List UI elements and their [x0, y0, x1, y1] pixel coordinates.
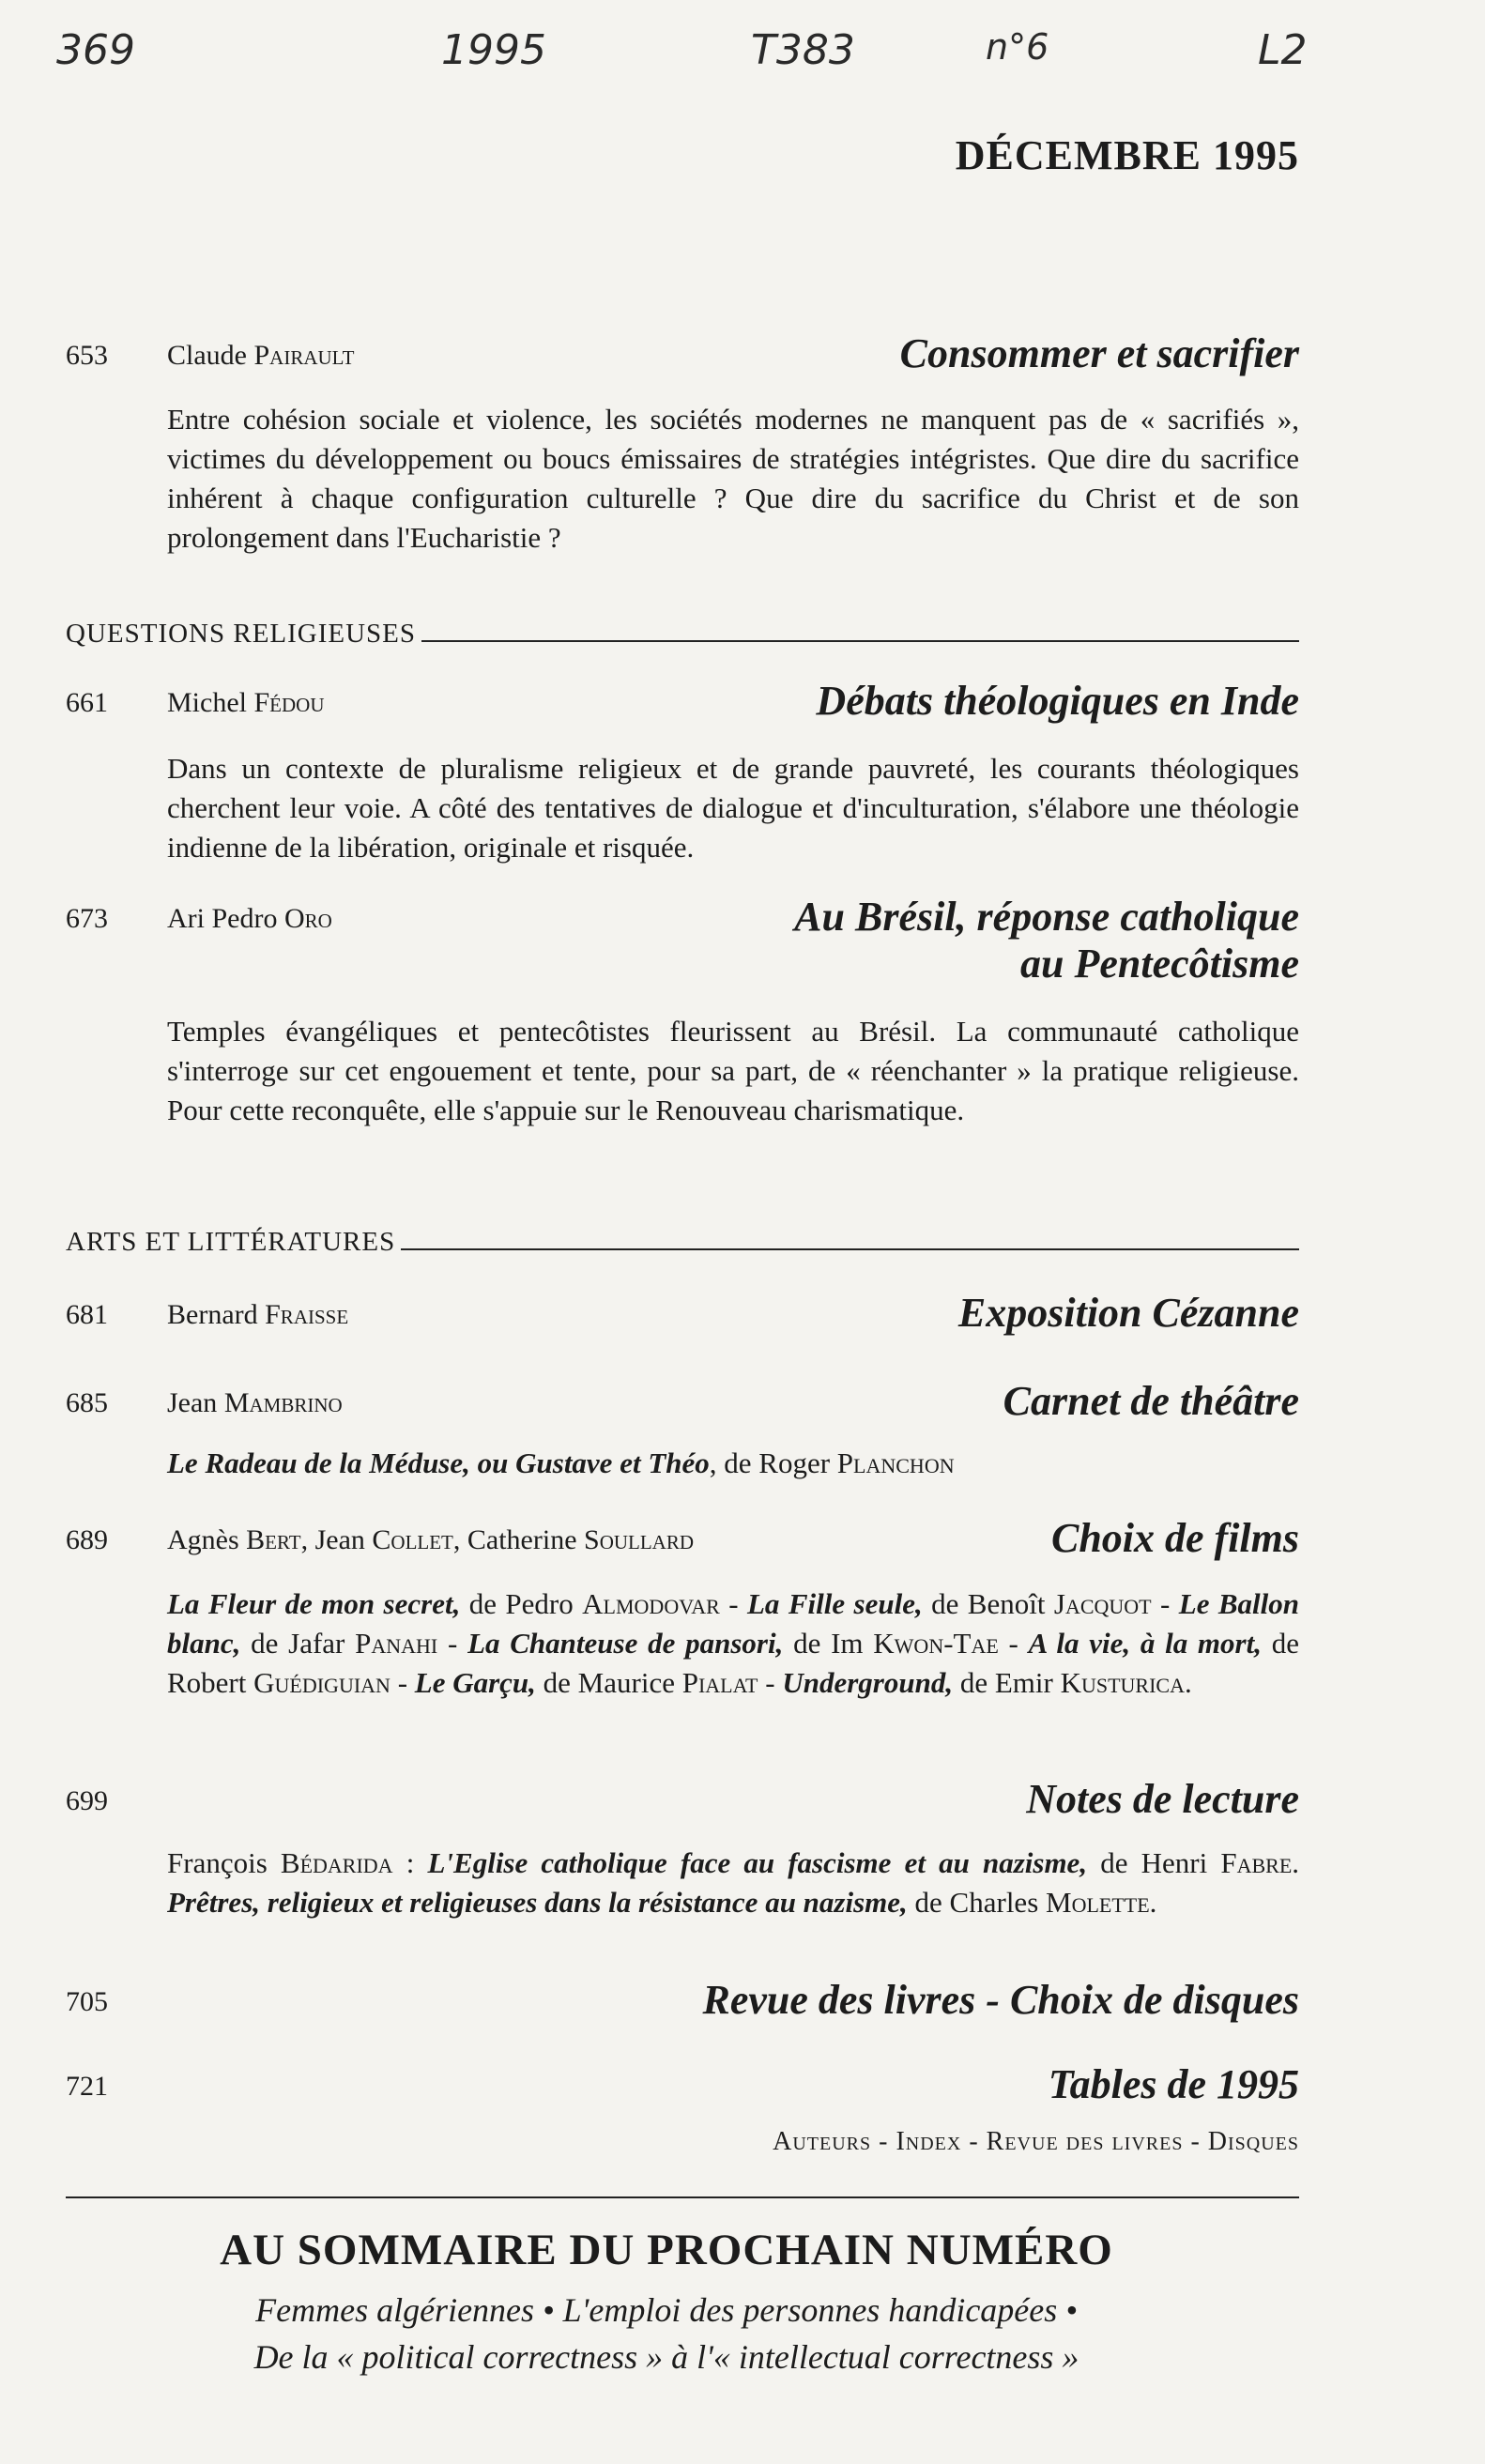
page-number: 689 [66, 1524, 108, 1555]
article-title: Choix de films [1050, 1515, 1299, 1561]
next-issue-line: De la « political correctness » à l'« intellectual correctness » [253, 2338, 1079, 2376]
article-title: Débats théologiques en Inde [816, 678, 1299, 724]
author: Claude Pairault [167, 340, 355, 371]
issue-date: DÉCEMBRE 1995 [955, 132, 1299, 178]
author: Jean Mambrino [167, 1387, 343, 1418]
article-title: Notes de lecture [1026, 1776, 1299, 1822]
article-summary: Entre cohésion sociale et violence, les sociétés modernes ne manquent pas de « sacrifiés », victimes du développement ou boucs émissaires de stratégies intégristes. Que dire du sacrifice inhérent à chaque configuration culturelle ? Que dire du sacrifice du Christ et de son prolongement dans l'Eucharistie ? [167, 403, 1299, 554]
film-item: Le Ballon blanc, de Jafar Panahi - [167, 1587, 1300, 1660]
section-heading: ARTS ET LITTÉRATURES [66, 1217, 1299, 1258]
author: Ari Pedro Oro [167, 903, 332, 934]
page-number: 705 [66, 1986, 108, 2017]
handwritten-note: n°6 [986, 26, 1049, 68]
page-number: 673 [66, 903, 108, 934]
handwritten-note: 1995 [441, 26, 546, 74]
page-number: 685 [66, 1387, 108, 1418]
page-number: 699 [66, 1785, 108, 1816]
next-issue-line: Femmes algériennes • L'emploi des personnes handicapées • [255, 2291, 1078, 2329]
handwritten-note: T383 [751, 26, 855, 74]
author: Agnès Bert, Jean Collet, Catherine Soullard [167, 1524, 695, 1555]
article-title: Exposition Cézanne [957, 1290, 1299, 1336]
film-item: Underground, de Emir Kusturica. [782, 1666, 1192, 1699]
article-summary: Le Radeau de la Méduse, ou Gustave et Théo, de Roger Planchon [167, 1446, 955, 1479]
film-item: A la vie, à la mort, de Robert Guédiguian - [167, 1627, 1299, 1699]
film-item: La Chanteuse de pansori, de Im Kwon-Tae - [467, 1627, 1029, 1660]
film-item: Le Garçu, de Maurice Pialat - [414, 1666, 783, 1699]
article-title: Consommer et sacrifier [899, 330, 1299, 376]
divider [66, 2196, 1299, 2198]
section-heading: QUESTIONS RELIGIEUSES [66, 608, 1299, 650]
article-title: Revue des livres - Choix de disques [702, 1977, 1299, 2023]
handwritten-note: L2 [1258, 26, 1308, 74]
film-item: La Fleur de mon secret, de Pedro Almodovar - [167, 1587, 747, 1620]
article-title: Au Brésil, réponse catholique au Pentecôtisme [794, 894, 1299, 987]
article-title: Tables de 1995 [1048, 2061, 1299, 2107]
article-summary: François Bédarida : L'Eglise catholique face au fascisme et au nazisme, de Henri Fabre. Prêtres, religieux et religieuses dans la résistance au nazisme, de Charles Molette. [167, 1846, 1300, 1919]
article-summary: Dans un contexte de pluralisme religieux et de grande pauvreté, les courants théologiques cherchent leur voie. A côté des tentatives de dialogue et d'inculturation, s'élabore une théologie indienne de la libération, originale et risquée. [167, 752, 1299, 864]
author: Michel Fédou [167, 687, 325, 718]
page-number: 653 [66, 340, 108, 371]
page-number: 661 [66, 687, 108, 718]
page-number: 721 [66, 2071, 108, 2102]
page-number: 681 [66, 1299, 108, 1330]
article-summary: Temples évangéliques et pentecôtistes fleurissent au Brésil. La communauté catholique s'interroge sur cet engouement et tente, pour sa part, de « réenchanter » la pratique religieuse. Pour cette reconquête, elle s'appuie sur le Renouveau charismatique. [167, 1015, 1299, 1126]
handwritten-note: 369 [56, 26, 135, 74]
tables-subtitle: Auteurs - Index - Revue des livres - Disques [773, 2127, 1299, 2156]
article-title: Carnet de théâtre [1003, 1378, 1299, 1424]
film-item: La Fille seule, de Benoît Jacquot - [746, 1587, 1179, 1620]
article-summary [167, 1584, 1299, 1703]
next-issue-title: AU SOMMAIRE DU PROCHAIN NUMÉRO [220, 2226, 1113, 2274]
author: Bernard Fraisse [167, 1299, 349, 1330]
